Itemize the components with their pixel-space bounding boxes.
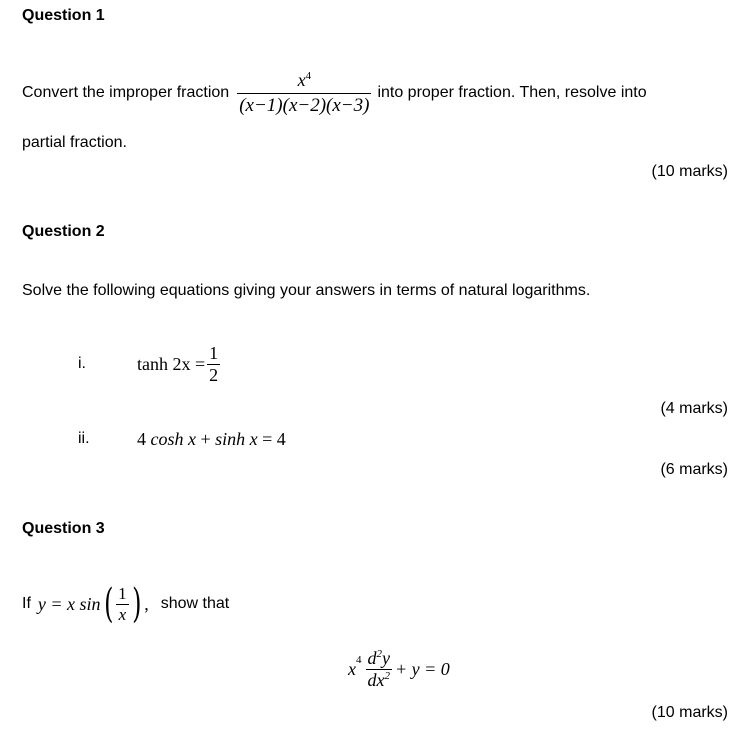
question-1-heading: Question 1	[22, 7, 105, 24]
q3-inner-num: 1	[118, 583, 127, 603]
q3-if-word: If	[22, 595, 31, 612]
q1-improper-fraction	[237, 70, 371, 117]
q3-inner-fraction	[116, 584, 129, 625]
q2-item-ii-cosh: cosh x	[150, 429, 196, 449]
q2-instruction: Solve the following equations giving your answers in terms of natural logarithms.	[22, 282, 591, 299]
q3-second-derivative	[366, 648, 393, 691]
q3-show-that: show that	[160, 595, 230, 612]
q2-item-ii-expr-a: 4	[137, 429, 151, 449]
q3-d2y-den-dx: dx	[367, 669, 385, 690]
q1-denominator: (x−1)(x−2)(x−3)	[239, 94, 370, 116]
q3-target-equation	[348, 644, 450, 694]
q2-item-i-frac-num: 1	[209, 342, 219, 363]
q2-item-i-label: i.	[78, 355, 86, 372]
q3-inner-den: x	[116, 604, 129, 625]
q2-item-ii-sinh: sinh x	[215, 429, 258, 449]
q3-eq-coef-exp: 4	[356, 654, 362, 666]
q1-text-line2: partial fraction.	[22, 134, 127, 151]
q3-left-paren: (	[103, 581, 114, 627]
q2-item-i-marks: (4 marks)	[660, 400, 728, 417]
q3-statement	[22, 578, 229, 630]
q2-item-i-frac-den: 2	[209, 364, 219, 385]
q3-comma: ,	[144, 593, 149, 614]
q3-eq-rest: + y = 0	[395, 658, 450, 679]
q2-item-ii-label: ii.	[78, 430, 90, 447]
q3-d2y-num-d: d	[367, 647, 377, 668]
q1-marks: (10 marks)	[651, 163, 728, 180]
q1-num-base: x	[297, 69, 306, 90]
q2-item-ii-rhs: = 4	[257, 429, 286, 449]
q3-d2y-numerator	[366, 648, 393, 669]
q2-item-i-lhs: tanh 2x =	[137, 353, 206, 374]
q2-item-ii-plus: +	[195, 429, 216, 449]
q3-y-def: y = x sin	[37, 593, 101, 614]
q2-item-i-equation	[137, 341, 220, 387]
q3-d2y-num-exp: 2	[376, 647, 382, 660]
q2-item-ii-equation	[137, 429, 286, 450]
q1-text-before: Convert the improper fraction	[22, 84, 230, 101]
q3-d2y-denominator	[366, 669, 393, 691]
question-3-heading: Question 3	[22, 520, 105, 537]
q3-right-paren: )	[131, 581, 142, 627]
q3-d2y-num-y: y	[382, 647, 390, 668]
q2-item-ii-marks: (6 marks)	[660, 461, 728, 478]
question-2-heading: Question 2	[22, 223, 105, 240]
q3-d2y-den-exp: 2	[384, 669, 390, 682]
question-1-statement	[22, 64, 647, 122]
q3-marks: (10 marks)	[651, 704, 728, 721]
q2-item-i-fraction	[207, 343, 220, 386]
q3-eq-coef-base: x	[348, 658, 356, 679]
q1-text-after: into proper fraction. Then, resolve into	[377, 84, 647, 101]
q1-num-exp: 4	[305, 69, 312, 82]
